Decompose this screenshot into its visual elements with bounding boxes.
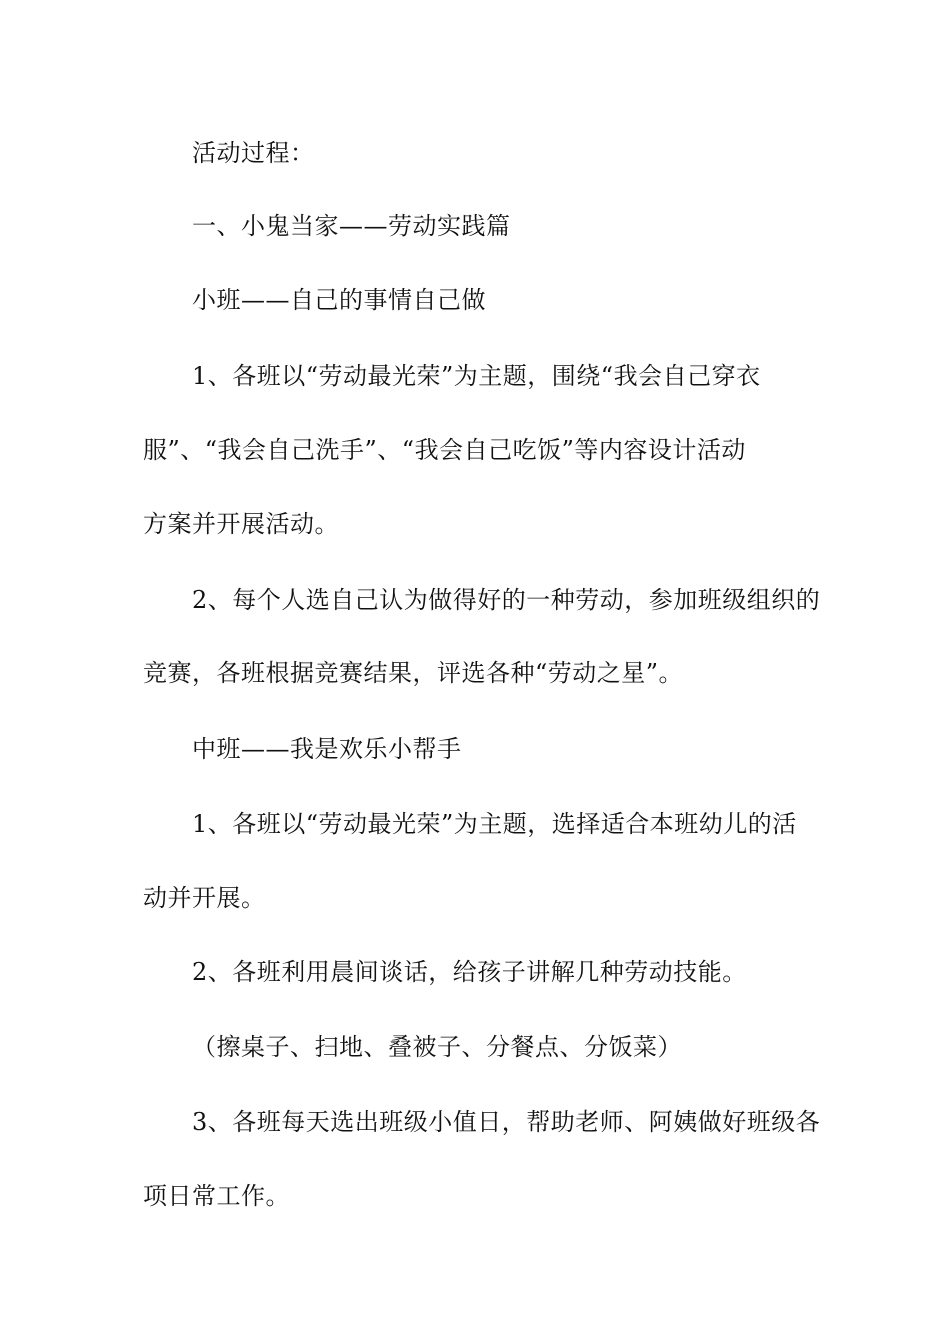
subsection-heading-small-class: 小班——自己的事情自己做 (192, 286, 486, 314)
subsection-heading-middle-class: 中班——我是欢乐小帮手 (192, 735, 462, 763)
paragraph-line: 1、各班以“劳动最光荣”为主题，选择适合本班幼儿的活 (192, 810, 797, 838)
paragraph-line: 2、每个人选自己认为做得好的一种劳动，参加班级组织的 (192, 586, 821, 614)
paragraph-line: 竞赛，各班根据竞赛结果，评选各种“劳动之星”。 (143, 659, 684, 687)
paragraph-line: 服”、“我会自己洗手”、“我会自己吃饭”等内容设计活动 (143, 436, 746, 464)
paragraph-line: 动并开展。 (143, 884, 266, 912)
paragraph-line: 方案并开展活动。 (143, 510, 339, 538)
paragraph-line: 1、各班以“劳动最光荣”为主题，围绕“我会自己穿衣 (192, 362, 761, 390)
section-label: 活动过程： (192, 139, 315, 167)
section-heading: 一、小鬼当家——劳动实践篇 (192, 212, 511, 240)
paragraph-line: 项日常工作。 (143, 1182, 290, 1210)
paragraph-line: （擦桌子、扫地、叠被子、分餐点、分饭菜） (192, 1033, 682, 1061)
paragraph-line: 3、各班每天选出班级小值日，帮助老师、阿姨做好班级各 (192, 1108, 821, 1136)
paragraph-line: 2、各班利用晨间谈话，给孩子讲解几种劳动技能。 (192, 958, 747, 986)
